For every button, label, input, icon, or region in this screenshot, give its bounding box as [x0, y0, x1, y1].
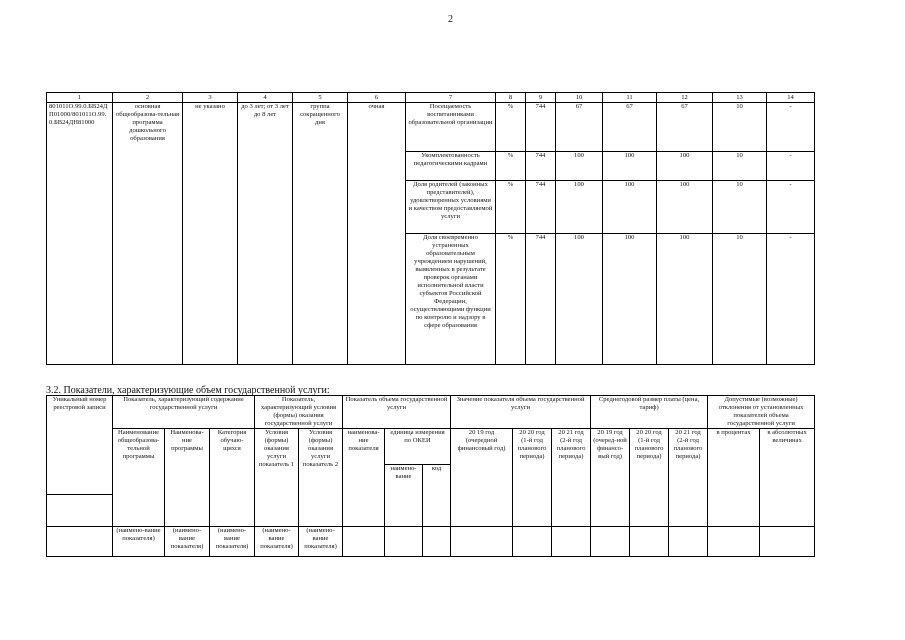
registry-code: 801011О.99.0.БВ24ДП01000/801011О.99.0.БВ24ДН81000: [47, 103, 113, 365]
deviation-absolute: -: [767, 152, 815, 181]
empty-cell: [708, 527, 760, 557]
conditions-header: Показатель, характеризующий условия (формы) оказания государственной услуги: [255, 396, 343, 429]
page-number: 2: [448, 14, 453, 25]
deviation-absolute: -: [767, 103, 815, 152]
value-2019: 100: [556, 152, 603, 181]
content-col-2: Наименова-ние программы: [165, 429, 210, 527]
content-header: Показатель, характеризующий содержание государственной услуги: [113, 396, 255, 429]
col-num: 4: [238, 93, 293, 103]
student-category: не указано: [183, 103, 238, 365]
value-2021-header: 20 21 год (2-й год планового периода): [552, 429, 591, 527]
unit: %: [496, 103, 526, 152]
deviation-absolute: -: [767, 181, 815, 234]
empty-cell: [760, 527, 815, 557]
value-2019: 100: [556, 234, 603, 365]
volume-unit-header: единица измерения по ОКЕИ: [385, 429, 451, 465]
deviation-percent: 10: [713, 181, 767, 234]
price-header: Среднегодовой размер платы (цена, тариф): [591, 396, 708, 429]
deviation-percent: 10: [713, 103, 767, 152]
value-2019: 67: [556, 103, 603, 152]
empty-cell: [513, 527, 552, 557]
value-2019: 100: [556, 181, 603, 234]
group-type: группа сокращенного дня: [293, 103, 348, 365]
content-col-1: Наименование общеобразова-тельной программы: [113, 429, 165, 527]
deviation-header: Допустимые (возможные) отклонения от установленных показателей объема государственной услуги: [708, 396, 815, 429]
quality-indicators-table: [46, 92, 815, 365]
indicator-name: Посещаемость воспитанниками образовательной организации: [406, 103, 496, 152]
unit-code-header: код: [423, 465, 451, 527]
value-2021: 100: [657, 181, 713, 234]
table-row: [47, 527, 815, 557]
empty-cell: [552, 527, 591, 557]
okei-code: 744: [526, 103, 556, 152]
header-row: [47, 429, 815, 465]
col-num: 7: [406, 93, 496, 103]
okei-code: 744: [526, 181, 556, 234]
conditions-col-1: Условия (формы) оказания услуги показатель 1: [255, 429, 299, 527]
value-2019-header: 20 19 год (очередной финансовый год): [451, 429, 513, 527]
col-num: 10: [556, 93, 603, 103]
col-num: 8: [496, 93, 526, 103]
name-note: (наимено-вание показателя): [113, 527, 165, 557]
deviation-absolute-header: в абсолютных величинах: [760, 429, 815, 527]
indicator-name: Доля своевременно устраненных образовательным учреждением нарушений, выявленных в результате проверок органами исполнительной власти субъектов Российской Федерации, осуществляющими функции по контролю и надзору в сфере образования: [406, 234, 496, 365]
value-2021: 100: [657, 234, 713, 365]
unit: %: [496, 234, 526, 365]
education-form: очная: [348, 103, 406, 365]
deviation-percent-header: в процентах: [708, 429, 760, 527]
section-title: 3.2. Показатели, характеризующие объем государственной услуги:: [46, 385, 330, 396]
col-num: 13: [713, 93, 767, 103]
value-2020-header: 20 20 год (1-й год планового периода): [513, 429, 552, 527]
col-num: 14: [767, 93, 815, 103]
okei-code: 744: [526, 152, 556, 181]
deviation-percent: 10: [713, 152, 767, 181]
col-num: 1: [47, 93, 113, 103]
volume-indicators-table: [46, 395, 815, 557]
header-row: [47, 396, 815, 429]
okei-code: 744: [526, 234, 556, 365]
col-num: 11: [603, 93, 657, 103]
unit: %: [496, 152, 526, 181]
empty-cell: [47, 527, 113, 557]
unique-number-header: Уникальный номер реестровой записи: [47, 396, 113, 495]
empty-cell: [630, 527, 669, 557]
name-note: (наимено-вание показателя): [165, 527, 210, 557]
empty-cell: [591, 527, 630, 557]
unit: %: [496, 181, 526, 234]
value-2021: 100: [657, 152, 713, 181]
col-num: 3: [183, 93, 238, 103]
empty-cell: [47, 495, 113, 527]
col-num: 2: [113, 93, 183, 103]
program-name: основная общеобразова-тельная программа дошкольного образования: [113, 103, 183, 365]
name-note: (наимено-вание показателя): [299, 527, 343, 557]
deviation-percent: 10: [713, 234, 767, 365]
unit-name-header: наимено-вание: [385, 465, 423, 527]
deviation-absolute: -: [767, 234, 815, 365]
col-num: 12: [657, 93, 713, 103]
table-row: [47, 103, 815, 152]
conditions-col-2: Условия (формы) оказания услуги показатель 2: [299, 429, 343, 527]
empty-cell: [385, 527, 423, 557]
value-header: Значение показателя объема государственной услуги: [451, 396, 591, 429]
col-num: 5: [293, 93, 348, 103]
empty-cell: [343, 527, 385, 557]
name-note: (наимено-вание показателя): [255, 527, 299, 557]
column-number-row: [47, 93, 815, 103]
value-2020: 67: [603, 103, 657, 152]
indicator-name: Доля родителей (законных представителей), удовлетворенных условиями и качеством предоставляемой услуги: [406, 181, 496, 234]
empty-cell: [669, 527, 708, 557]
volume-name-header: наименова-ние показателя: [343, 429, 385, 527]
empty-cell: [423, 527, 451, 557]
content-col-3: Категория обучаю-щихся: [210, 429, 255, 527]
value-2020: 100: [603, 152, 657, 181]
price-2019-header: 20 19 год (очеред-ной финансо-вый год): [591, 429, 630, 527]
name-note: (наимено-вание показателя): [210, 527, 255, 557]
value-2020: 100: [603, 181, 657, 234]
value-2020: 100: [603, 234, 657, 365]
col-num: 9: [526, 93, 556, 103]
price-2021-header: 20 21 год (2-й год планового периода): [669, 429, 708, 527]
value-2021: 67: [657, 103, 713, 152]
empty-cell: [451, 527, 513, 557]
volume-header: Показатель объема государственной услуги: [343, 396, 451, 429]
indicator-name: Укомплектованность педагогическими кадрами: [406, 152, 496, 181]
col-num: 6: [348, 93, 406, 103]
age-group: до 3 лет; от 3 лет до 8 лет: [238, 103, 293, 365]
price-2020-header: 20 20 год (1-й год планового периода): [630, 429, 669, 527]
